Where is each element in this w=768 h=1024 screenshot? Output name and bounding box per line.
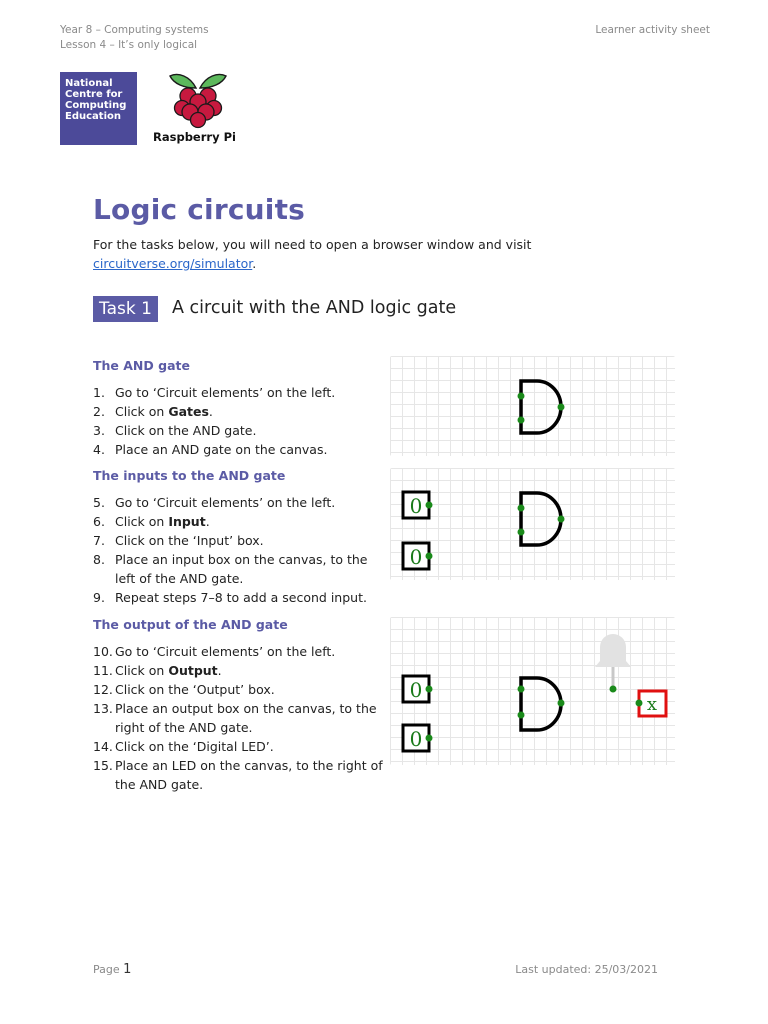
step-number: 6. [93, 514, 105, 529]
and-gate-input-node [518, 712, 525, 719]
and-gate [521, 493, 561, 545]
step-keyword: Input [168, 514, 206, 529]
step-number: 5. [93, 495, 105, 510]
and-gate-output-node [558, 404, 565, 411]
step-text: Repeat steps 7–8 to add a second input. [115, 590, 367, 605]
and-gate [521, 381, 561, 433]
raspberry-pi-wordmark: Raspberry Pi [153, 130, 236, 144]
step-number: 8. [93, 552, 105, 567]
step-text: Click on the ‘Output’ box. [115, 682, 275, 697]
step-number: 10. [93, 644, 113, 659]
step-text: Go to ‘Circuit elements’ on the left. [115, 644, 336, 659]
step-number: 4. [93, 442, 105, 457]
step-keyword: Gates [168, 404, 209, 419]
step-item [93, 493, 385, 512]
section-heading-output: The output of the AND gate [93, 617, 288, 632]
task-badge: Task 1 [93, 296, 158, 322]
step-number: 3. [93, 423, 105, 438]
page-title: Logic circuits [93, 193, 306, 226]
step-number: 14. [93, 739, 113, 754]
section-heading-and-gate: The AND gate [93, 358, 190, 373]
step-item [93, 661, 385, 680]
step-number: 9. [93, 590, 105, 605]
input-node [426, 735, 433, 742]
input-node [426, 502, 433, 509]
and-gate-input-node [518, 505, 525, 512]
step-item [93, 699, 385, 737]
intro-suffix: . [252, 256, 257, 271]
step-text: Click on the ‘Input’ box. [115, 533, 264, 548]
step-text: Place an AND gate on the canvas. [115, 442, 328, 457]
course-label: Year 8 – Computing systems [60, 24, 209, 36]
step-item [93, 421, 385, 440]
intro-paragraph [93, 235, 593, 273]
step-item [93, 440, 385, 459]
section-heading-inputs: The inputs to the AND gate [93, 468, 286, 483]
sheet-type-label: Learner activity sheet [595, 24, 710, 36]
step-text: Go to ‘Circuit elements’ on the left. [115, 385, 336, 400]
led-icon[interactable] [595, 634, 631, 693]
step-item [93, 756, 385, 794]
page-header-left [60, 23, 209, 53]
step-number: 13. [93, 701, 113, 716]
step-text-suffix: . [205, 514, 210, 529]
and-gate-input-node [518, 393, 525, 400]
step-text: Place an LED on the canvas, to the right of the AND gate. [115, 758, 383, 792]
step-number: 12. [93, 682, 113, 697]
step-text: Place an output box on the canvas, to the right of the AND gate. [115, 701, 377, 735]
task-title: A circuit with the AND logic gate [172, 298, 457, 318]
step-item [93, 588, 385, 607]
and-gate [521, 678, 561, 730]
circuit-canvas-and-gate [390, 356, 675, 456]
step-item [93, 383, 385, 402]
and-gate-output-node [558, 516, 565, 523]
input-value: 0 [409, 678, 423, 702]
ncce-logo: National Centre for Computing Education [60, 72, 137, 145]
step-item [93, 642, 385, 661]
input-node [426, 553, 433, 560]
output-node [636, 700, 643, 707]
input-node [426, 686, 433, 693]
page-label: Page [93, 963, 124, 976]
step-keyword: Output [168, 663, 218, 678]
step-text-suffix: . [217, 663, 222, 678]
step-item [93, 402, 385, 421]
footer-page [93, 962, 131, 977]
step-number: 7. [93, 533, 105, 548]
step-list-output [93, 642, 385, 794]
circuit-canvas-inputs [390, 468, 675, 580]
input-value: 0 [409, 727, 423, 751]
simulator-link[interactable]: circuitverse.org/simulator [93, 256, 253, 271]
step-number: 1. [93, 385, 105, 400]
input-value: 0 [409, 545, 423, 569]
page-number: 1 [123, 962, 132, 977]
step-item [93, 550, 385, 588]
step-text: Click on the ‘Digital LED’. [115, 739, 274, 754]
input-value: 0 [409, 494, 423, 518]
and-gate-input-node [518, 529, 525, 536]
step-text: Click on [115, 514, 169, 529]
step-item [93, 680, 385, 699]
and-gate-output-node [558, 700, 565, 707]
step-number: 2. [93, 404, 105, 419]
step-item [93, 512, 385, 531]
step-number: 15. [93, 758, 113, 773]
and-gate-input-node [518, 686, 525, 693]
step-text-suffix: . [208, 404, 213, 419]
raspberry-berry [175, 88, 222, 128]
step-number: 11. [93, 663, 113, 678]
step-list-inputs [93, 493, 385, 607]
circuit-canvas-output [390, 617, 675, 765]
and-gate-input-node [518, 417, 525, 424]
step-item [93, 737, 385, 756]
step-list-and-gate [93, 383, 385, 459]
output-value: x [646, 694, 658, 715]
intro-text: For the tasks below, you will need to open a browser window and visit [93, 237, 532, 252]
step-text: Click on [115, 404, 169, 419]
step-text: Click on the AND gate. [115, 423, 257, 438]
step-text: Place an input box on the canvas, to the left of the AND gate. [115, 552, 368, 586]
step-text: Click on [115, 663, 169, 678]
lesson-label: Lesson 4 – It’s only logical [60, 39, 198, 51]
raspberry-leaves [170, 75, 226, 89]
step-text: Go to ‘Circuit elements’ on the left. [115, 495, 336, 510]
last-updated: Last updated: 25/03/2021 [515, 963, 658, 976]
step-item [93, 531, 385, 550]
